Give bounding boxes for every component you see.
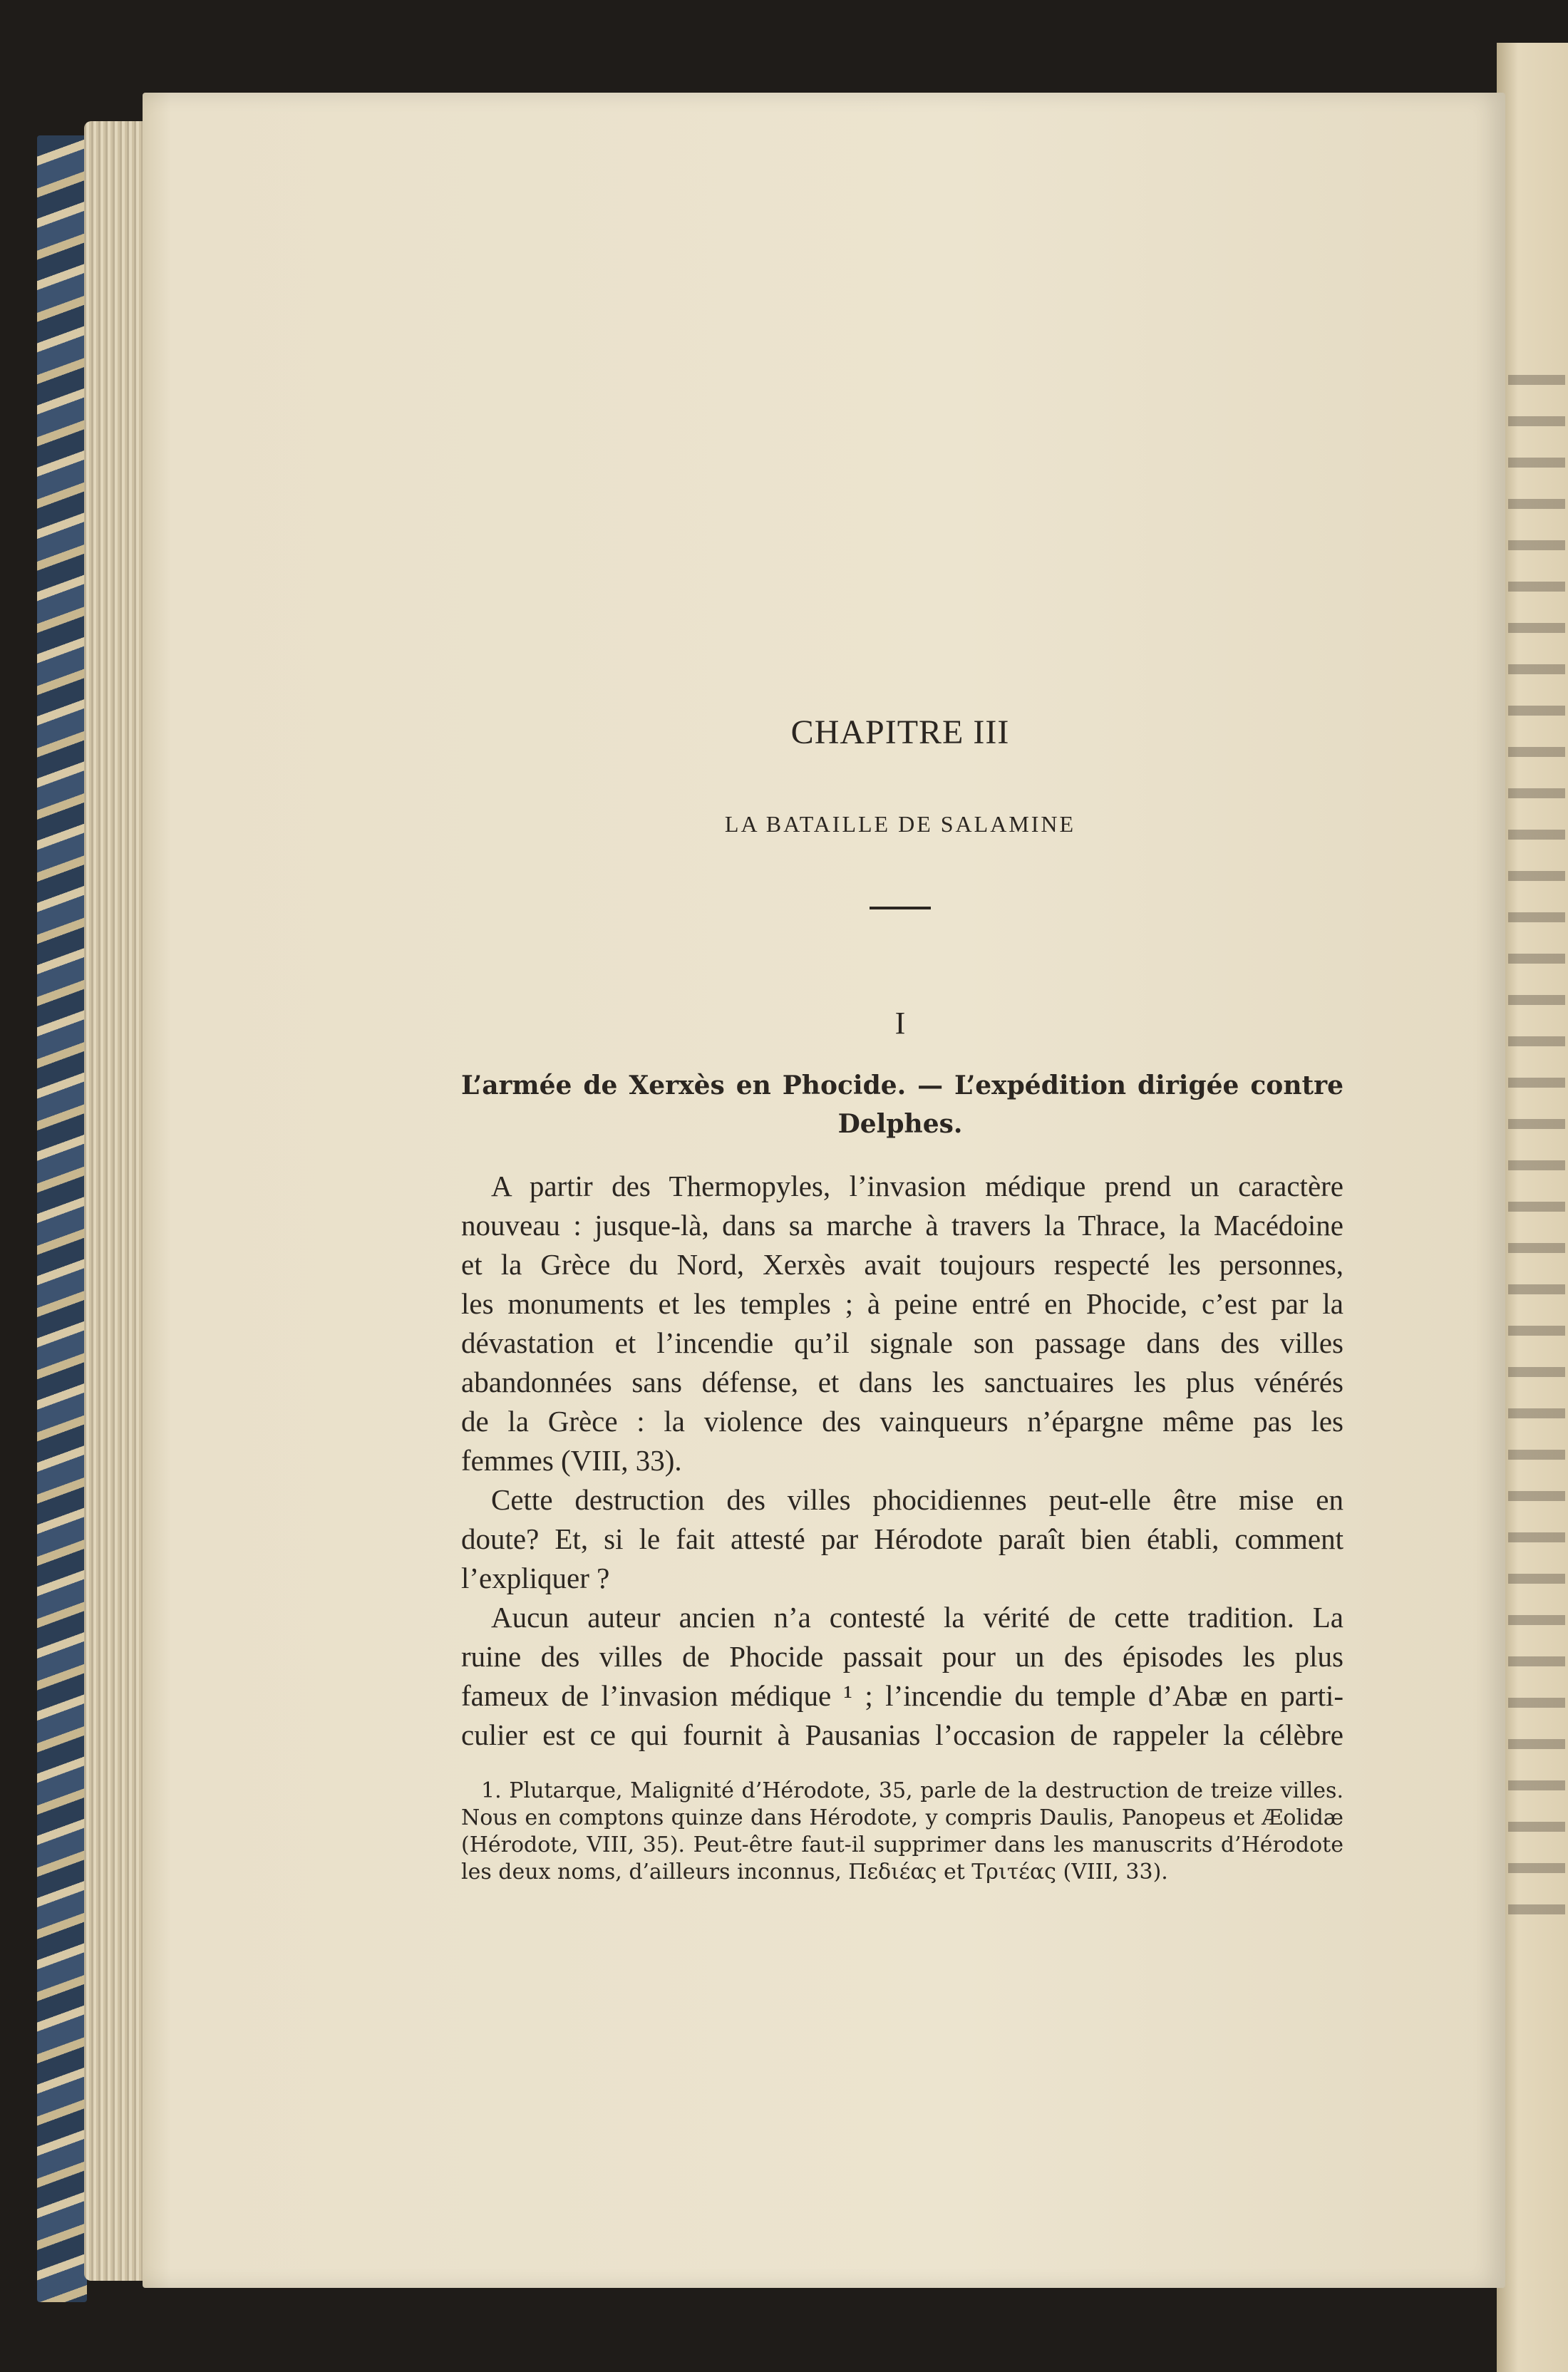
body-line: et la Grèce du Nord, Xerxès avait toujours respecté les personnes, bbox=[461, 1248, 1343, 1281]
body-line: les monuments et les temples ; à peine entré en Phocide, c’est par la bbox=[461, 1287, 1343, 1320]
body-line: ruine des villes de Phocide passait pour un des épisodes les plus bbox=[461, 1640, 1343, 1673]
section-number: I bbox=[894, 1006, 906, 1041]
footnote-line: Nous en comptons quinze dans Hérodote, y compris Daulis, Panopeus et Æolidæ bbox=[461, 1805, 1343, 1830]
body-line: Aucun auteur ancien n’a contesté la vérité de cette tradition. La bbox=[491, 1601, 1343, 1634]
footnote-line: (Hérodote, VIII, 35). Peut-être faut-il supprimer dans les manuscrits d’Hérodote bbox=[461, 1832, 1343, 1857]
next-page-text-bleed bbox=[1508, 356, 1565, 1924]
body-line: A partir des Thermopyles, l’invasion médique prend un caractère bbox=[491, 1170, 1343, 1202]
body-line: dévastation et l’incendie qu’il signale son passage dans des villes bbox=[461, 1326, 1343, 1359]
body-line: nouveau : jusque-là, dans sa marche à travers la Thrace, la Macédoine bbox=[461, 1209, 1343, 1242]
body-line: femmes (VIII, 33). bbox=[461, 1444, 682, 1477]
body-line: fameux de l’invasion médique ¹ ; l’incendie du temple d’Abæ en parti- bbox=[461, 1679, 1343, 1712]
body-line: doute? Et, si le fait attesté par Hérodote paraît bien établi, comment bbox=[461, 1522, 1343, 1555]
footnote-line: les deux noms, d’ailleurs inconnus, Πεδιέας et Τριτέας (VIII, 33). bbox=[461, 1860, 1168, 1884]
body-line: culier est ce qui fournit à Pausanias l’occasion de rappeler la célèbre bbox=[461, 1718, 1343, 1751]
body-line: l’expliquer ? bbox=[461, 1562, 610, 1594]
chapter-title: CHAPITRE III bbox=[790, 713, 1010, 751]
section-title-line: Delphes. bbox=[837, 1109, 963, 1139]
section-divider bbox=[870, 907, 931, 909]
chapter-subtitle: LA BATAILLE DE SALAMINE bbox=[724, 811, 1076, 837]
body-line: de la Grèce : la violence des vainqueurs n’épargne même pas les bbox=[461, 1405, 1343, 1438]
section-title-line: L’armée de Xerxès en Phocide. — L’expédition dirigée contre bbox=[461, 1071, 1343, 1100]
body-line: Cette destruction des villes phocidiennes peut-elle être mise en bbox=[491, 1483, 1343, 1516]
body-line: abandonnées sans défense, et dans les sanctuaires les plus vénérés bbox=[461, 1366, 1343, 1398]
marbled-cover-edge bbox=[37, 135, 87, 2302]
footnote-line: 1. Plutarque, Malignité d’Hérodote, 35, parle de la destruction de treize villes. bbox=[481, 1778, 1343, 1803]
